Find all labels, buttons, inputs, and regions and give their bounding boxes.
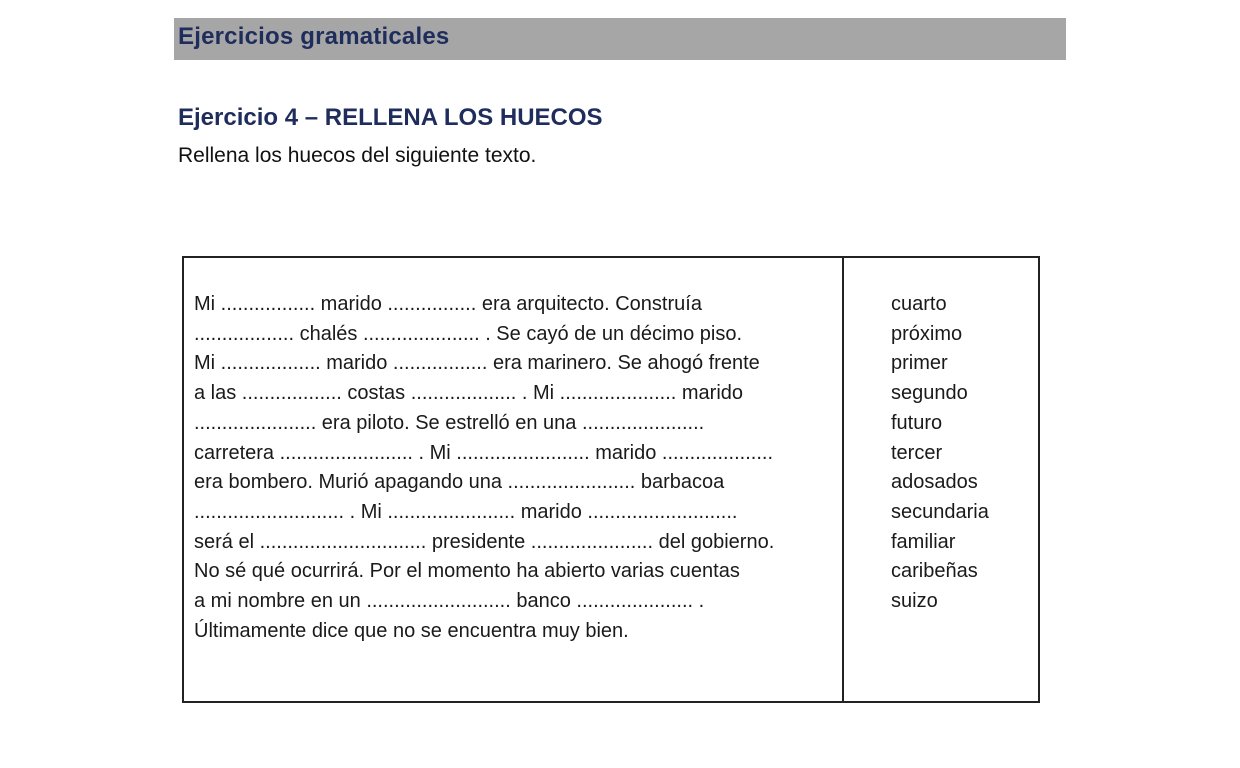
word-bank-item: segundo <box>891 382 968 405</box>
text-line: será el .............................. presidente ...................... del gobierno. <box>194 530 775 553</box>
word-bank <box>891 290 989 617</box>
word-bank-item: suizo <box>891 590 938 613</box>
exercise-table <box>182 256 1040 703</box>
word-bank-item: primer <box>891 352 948 375</box>
text-line: Mi .................. marido ................. era marinero. Se ahogó frente <box>194 352 760 375</box>
text-line: ...................... era piloto. Se estrelló en una ...................... <box>194 411 705 434</box>
exercise-title: Ejercicio 4 – RELLENA LOS HUECOS <box>178 104 603 131</box>
text-line: carretera ........................ . Mi ........................ marido .................... <box>194 441 774 464</box>
column-divider <box>842 258 844 701</box>
word-bank-item: familiar <box>891 530 956 553</box>
text-line: .................. chalés ..................... . Se cayó de un décimo piso. <box>194 322 743 345</box>
word-bank-item: próximo <box>891 322 963 345</box>
text-line: Últimamente dice que no se encuentra muy bien. <box>194 619 629 642</box>
text-line: a mi nombre en un .......................... banco ..................... . <box>194 590 705 613</box>
text-line: ........................... . Mi ....................... marido ........................... <box>194 500 738 523</box>
section-title: Ejercicios gramaticales <box>178 23 450 50</box>
word-bank-item: adosados <box>891 471 978 494</box>
word-bank-item: cuarto <box>891 293 947 315</box>
gap-fill-text <box>194 290 774 646</box>
text-line: a las .................. costas ................... . Mi ..................... marido <box>194 382 744 405</box>
word-bank-item: secundaria <box>891 500 989 523</box>
text-line: No sé qué ocurrirá. Por el momento ha abierto varias cuentas <box>194 560 740 583</box>
word-bank-item: caribeñas <box>891 560 978 583</box>
text-line: Mi ................. marido ................ era arquitecto. Construía <box>194 293 702 315</box>
text-line: era bombero. Murió apagando una ....................... barbacoa <box>194 471 725 494</box>
word-bank-item: futuro <box>891 411 943 434</box>
word-bank-item: tercer <box>891 441 943 464</box>
exercise-instructions: Rellena los huecos del siguiente texto. <box>178 144 537 167</box>
